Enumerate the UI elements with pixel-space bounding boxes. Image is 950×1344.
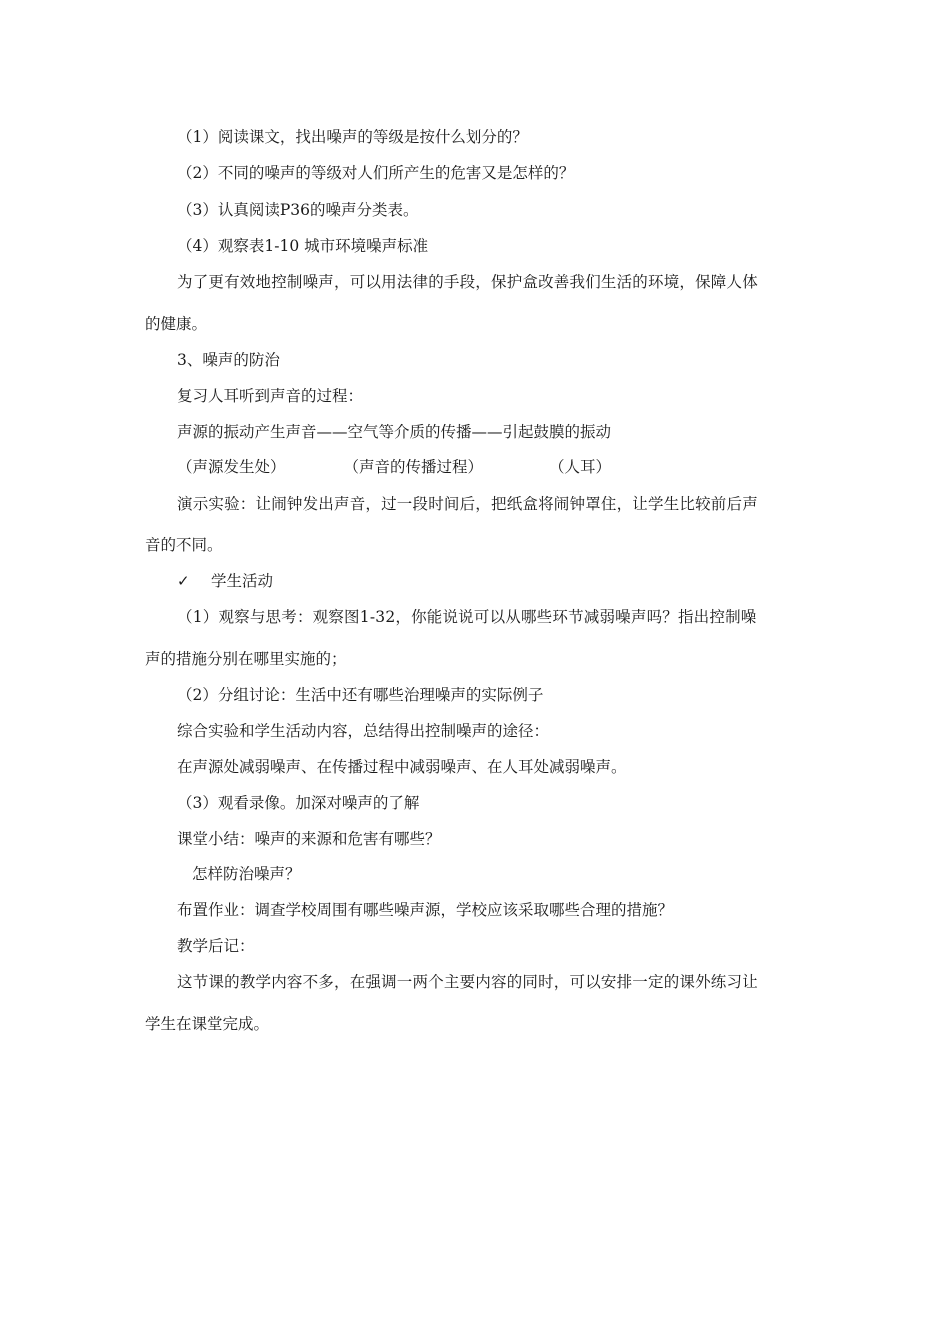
sound-process-labels (177, 457, 611, 477)
activity-3: （3）观看录像。加深对噪声的了解 (177, 794, 420, 812)
teaching-notes-line2: 学生在课堂完成。 (145, 1015, 270, 1033)
label-propagation: （声音的传播过程） (343, 458, 484, 476)
activity-1-line2: 声的措施分别在哪里实施的； (145, 650, 347, 668)
demo-experiment-line2: 音的不同。 (145, 536, 223, 554)
homework: 布置作业：调查学校周围有哪些噪声源，学校应该采取哪些合理的措施？ (177, 901, 674, 919)
label-ear: （人耳） (549, 458, 612, 476)
teaching-notes-heading: 教学后记： (177, 937, 255, 955)
label-sound-source: （声源发生处） (177, 458, 286, 476)
paragraph-law-line1: 为了更有效地控制噪声，可以用法律的手段，保护盒改善我们生活的环境，保障人体 (177, 273, 758, 291)
teaching-notes-line1: 这节课的教学内容不多，在强调一两个主要内容的同时，可以安排一定的课外练习让 (177, 973, 758, 991)
sound-process-line: 声源的振动产生声音——空气等介质的传播——引起鼓膜的振动 (177, 423, 612, 441)
question-2: （2）不同的噪声的等级对人们所产生的危害又是怎样的？ (177, 164, 575, 182)
class-summary-question: 怎样防治噪声？ (192, 865, 301, 883)
checkmark-icon: ✓ (177, 572, 190, 590)
question-4: （4）观察表1-10 城市环境噪声标准 (177, 237, 429, 255)
demo-experiment-line1: 演示实验：让闹钟发出声音，过一段时间后，把纸盒将闹钟罩住，让学生比较前后声 (177, 495, 758, 513)
summary-intro: 综合实验和学生活动内容，总结得出控制噪声的途径： (177, 722, 550, 740)
question-1: （1）阅读课文，找出噪声的等级是按什么划分的？ (177, 128, 528, 146)
student-activity-heading: 学生活动 (211, 572, 274, 590)
question-3: （3）认真阅读P36的噪声分类表。 (177, 201, 419, 219)
paragraph-law-line2: 的健康。 (145, 315, 208, 333)
activity-2: （2）分组讨论：生活中还有哪些治理噪声的实际例子 (177, 686, 544, 704)
class-summary: 课堂小结：噪声的来源和危害有哪些？ (177, 830, 441, 848)
review-line: 复习人耳听到声音的过程： (177, 387, 364, 405)
activity-1-line1: （1）观察与思考：观察图1-32，你能说说可以从哪些环节减弱噪声吗？指出控制噪 (177, 608, 757, 626)
noise-reduction-methods: 在声源处减弱噪声、在传播过程中减弱噪声、在人耳处减弱噪声。 (177, 758, 627, 776)
section-heading-noise-control: 3、噪声的防治 (177, 351, 280, 369)
